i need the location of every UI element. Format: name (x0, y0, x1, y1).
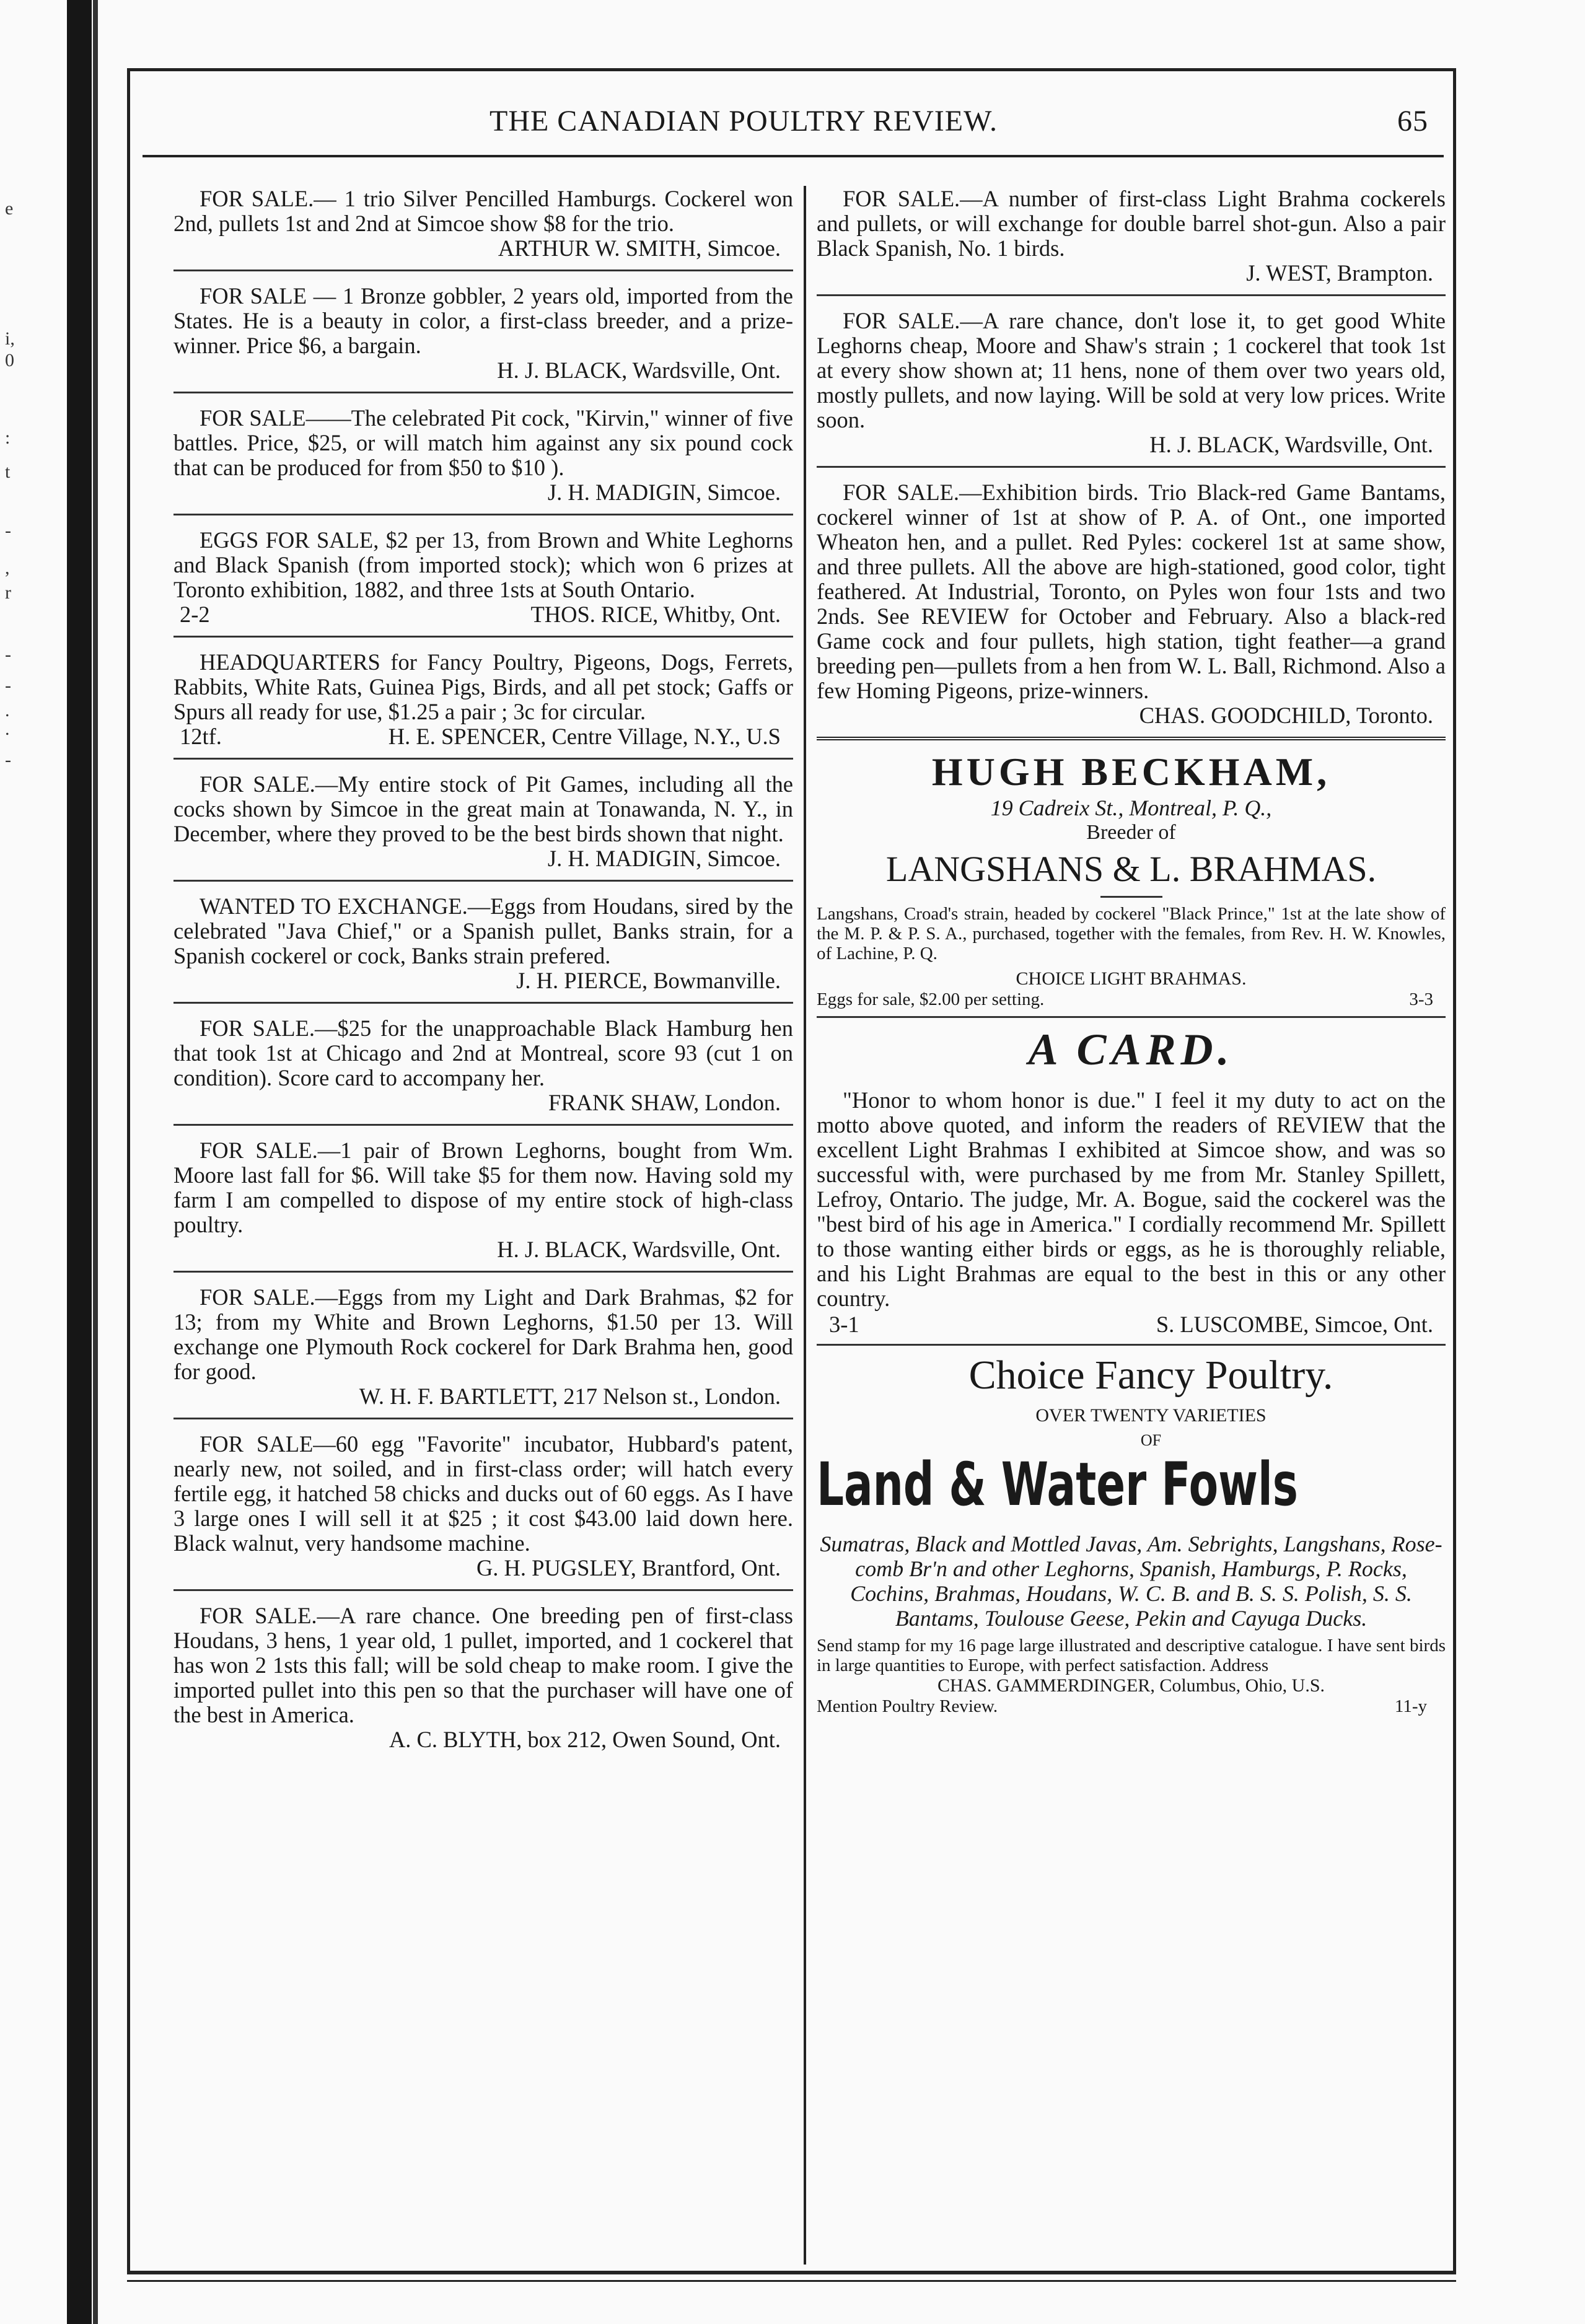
beckham-breeds: LANGSHANS & L. BRAHMAS. (885, 849, 1377, 889)
card-signature-row (817, 1311, 1446, 1338)
beckham-choice: CHOICE LIGHT BRAHMAS. (1016, 968, 1247, 989)
ad-signature: FRANK SHAW, London. (548, 1090, 781, 1115)
ad-text: FOR SALE.—Eggs from my Light and Dark Brahmas, $2 for 13; from my White and Brown Leghorns, $1.50 per 13. Will exchange one Plymouth Rock cockerel for Dark Brahma hen, good for good. (173, 1284, 793, 1384)
ad-text: FOR SALE.—$25 for the unapproachable Black Hamburg hen that took 1st at Chicago and 2nd at Montreal, score 93 (cut 1 on condition). Score card to accompany her. (173, 1015, 793, 1090)
classified-ad (173, 280, 793, 393)
ad-signature: THOS. RICE, Whitby, Ont. (530, 602, 781, 627)
classified-ad (173, 646, 793, 760)
ad-text: FOR SALE.—A number of first-class Light Brahma cockerels and pullets, or will exchange for double barrel shot-gun. Also a pair Black Spanish, No. 1 birds. (817, 186, 1446, 261)
ad-signature: H. J. BLACK, Wardsville, Ont. (1149, 432, 1433, 457)
classified-ad (173, 524, 793, 638)
card-signature: S. LUSCOMBE, Simcoe, Ont. (1156, 1312, 1433, 1337)
fowls-over: OVER TWENTY VARIETIES (1035, 1405, 1267, 1426)
beckham-code: 3-3 (1409, 989, 1433, 1009)
ad-text: HEADQUARTERS for Fancy Poultry, Pigeons, Dogs, Ferrets, Rabbits, White Rats, Guinea Pigs, Birds, and all pet stock; Gaffs or Spurs all ready for use, $1.25 a pair ; 3c for circular. (173, 649, 793, 724)
beckham-ad (817, 749, 1446, 1018)
ad-text: FOR SALE—60 egg "Favorite" incubator, Hubbard's patent, nearly new, not soiled, and in first-class order; will hatch every fertile egg, it hatched 58 chicks and ducks out of 60 eggs. As I have 3 large ones I will sell it at $25 ; it cost $43.00 laid down here. Black walnut, very handsome machine. (173, 1431, 793, 1556)
column-divider (804, 186, 806, 2265)
ad-text: FOR SALE.—1 pair of Brown Leghorns, bought from Wm. Moore last fall for $6. Will take $5 for them now. Having sold my farm I am compelled to dispose of my entire stock of high-class poultry. (173, 1138, 793, 1237)
fowls-big-headline: Land & Water Fowls (817, 1450, 1298, 1519)
ad-signature: H. J. BLACK, Wardsville, Ont. (497, 357, 781, 383)
margin-mark: - (5, 520, 11, 541)
margin-mark: - (5, 644, 11, 665)
margin-mark: 0 (5, 350, 14, 371)
ad-signature: ARTHUR W. SMITH, Simcoe. (498, 235, 781, 261)
fowls-code: 11-y (1394, 1696, 1427, 1716)
ad-signature: J. WEST, Brampton. (1246, 260, 1433, 286)
fowls-of: OF (1140, 1431, 1162, 1449)
ad-signature: A. C. BLYTH, box 212, Owen Sound, Ont. (389, 1727, 781, 1752)
margin-mark: t (5, 462, 11, 482)
classified-ad (173, 402, 793, 515)
margin-mark: . (5, 719, 10, 739)
ad-signature-row (173, 602, 793, 627)
margin-mark: - (5, 750, 11, 770)
page-header (143, 93, 1444, 143)
ad-text: FOR SALE.—My entire stock of Pit Games, including all the cocks shown by Simcoe in the great main at Tonawanda, N. Y., in December, where they proved to be the best birds shown that night. (173, 771, 793, 846)
ad-text: FOR SALE——The celebrated Pit cock, "Kirvin," winner of five battles. Price, $25, or will match him against any six pound cock that can be produced for from $50 to $10 ). (173, 405, 793, 480)
card-text: "Honor to whom honor is due." I feel it my duty to act on the motto above quoted, and inform the readers of REVIEW that the excellent Light Brahmas I exhibited at Simcoe show, and was so successful with, were purchased by me from Mr. Stanley Spillett, Lefroy, Ontario. The judge, Mr. A. Bogue, said the cockerel was the "best bird of his age in America." I cordially recommend Mr. Spillett to those wanting either birds or eggs, as he is thoroughly reliable, and his Light Brahmas are equal to the best in this or any other country. (817, 1087, 1446, 1311)
fowls-header (817, 1352, 1446, 1525)
fowls-signature: CHAS. GAMMERDINGER, Columbus, Ohio, U.S. (937, 1675, 1325, 1696)
binding-edge-inner (93, 0, 98, 2324)
ad-signature: J. H. MADIGIN, Simcoe. (547, 846, 781, 871)
card-title: A CARD. (1028, 1025, 1234, 1074)
page-bottom-rule (127, 2271, 1456, 2274)
ad-signature: J. H. PIERCE, Bowmanville. (516, 968, 781, 993)
classified-ad (817, 183, 1446, 296)
fowls-title: Choice Fancy Poultry. (968, 1353, 1333, 1398)
ad-signature: J. H. MADIGIN, Simcoe. (547, 480, 781, 505)
classified-ad (817, 476, 1446, 740)
ad-text: WANTED TO EXCHANGE.—Eggs from Houdans, sired by the celebrated "Java Chief," or a Spanish pullet, Banks strain, for a Spanish cockerel or cock, Banks strain prefered. (173, 893, 793, 968)
fowls-mention: Mention Poultry Review. (817, 1696, 998, 1716)
card-code: 3-1 (829, 1312, 859, 1337)
page-bottom-rule-thin (127, 2280, 1456, 2282)
beckham-breeder-of: Breeder of (1086, 821, 1176, 844)
beckham-eggs-row (817, 989, 1446, 1010)
ad-signature: G. H. PUGSLEY, Brantford, Ont. (476, 1555, 781, 1581)
small-rule (1100, 896, 1162, 898)
left-margin-marks (0, 0, 62, 2324)
ad-signature: CHAS. GOODCHILD, Toronto. (1139, 703, 1433, 728)
ad-text: EGGS FOR SALE, $2 per 13, from Brown and White Leghorns and Black Spanish (from imported stock); which won 6 prizes at Toronto exhibition, 1882, and three 1sts at South Ontario. (173, 527, 793, 602)
page-number: 65 (1397, 105, 1428, 138)
beckham-eggs: Eggs for sale, $2.00 per setting. (817, 989, 1045, 1009)
binding-edge (67, 0, 92, 2324)
margin-mark: , (5, 558, 10, 578)
classified-ad (173, 1428, 793, 1591)
margin-mark: i, (5, 328, 15, 349)
fowls-heading (817, 1352, 1485, 1519)
margin-mark: . (5, 700, 10, 721)
ad-signature: W. H. F. BARTLETT, 217 Nelson st., London. (359, 1383, 781, 1409)
classified-ad (817, 305, 1446, 468)
classified-ad (173, 183, 793, 271)
ad-signature: H. E. SPENCER, Centre Village, N.Y., U.S (388, 724, 781, 749)
ad-signature-row (173, 724, 793, 749)
classified-ad (173, 1281, 793, 1419)
classified-ad (173, 1012, 793, 1126)
margin-mark: : (5, 428, 11, 448)
fowls-mention-row (817, 1696, 1446, 1717)
ad-text: FOR SALE.—A rare chance. One breeding pen of first-class Houdans, 3 hens, 1 year old, 1 pullet, imported, and 1 cockerel that has won 2 1sts this fall; will be sold cheap to make room. I give the imported pullet into this pen so that the purchaser will have one of the best in America. (173, 1603, 793, 1727)
beckham-name: HUGH BECKHAM, (931, 750, 1331, 794)
ad-text: FOR SALE.—A rare chance, don't lose it, to get good White Leghorns cheap, Moore and Shaw's strain ; 1 cockerel that took 1st at every show shown at; 11 hens, none of them over two years old, mostly pullets, and now laying. Will be sold at very low prices. Write soon. (817, 308, 1446, 432)
ad-text: FOR SALE.—Exhibition birds. Trio Black-red Game Bantams, cockerel winner of 1st at show of P. A. of Ont., one imported Wheaton hen, and a pullet. Red Pyles: cockerel 1st at same show, and three pullets. All the above are high-stationed, good color, tight feathered. At Industrial, Toronto, on Pyles won four 1sts and two 2nds. See REVIEW for October and February. Also a black-red Game cock and four pullets, high station, tight feather—a grand breeding pen—pullets from a hen from W. L. Ball, Richmond. Also a few Homing Pigeons, prize-winners. (817, 480, 1446, 703)
classified-ad (173, 890, 793, 1004)
margin-mark: r (5, 582, 11, 603)
margin-mark: - (5, 675, 11, 696)
fowls-varieties: Sumatras, Black and Mottled Javas, Am. Sebrights, Langshans, Rose-comb Br'n and other Leghorns, Spanish, Hamburgs, P. Rocks, Cochins, Brahmas, Houdans, W. C. B. and B. S. S. Polish, S. S. Bantams, Toulouse Geese, Pekin and Cayuga Ducks. (820, 1532, 1442, 1631)
publication-title: THE CANADIAN POULTRY REVIEW. (490, 105, 998, 138)
fowls-stamp: Send stamp for my 16 page large illustrated and descriptive catalogue. I have sent birds in large quantities to Europe, with perfect satisfaction. Address (817, 1636, 1446, 1675)
ad-text: FOR SALE — 1 Bronze gobbler, 2 years old, imported from the States. He is a beauty in color, a first-class breeder, and a prize-winner. Price $6, a bargain. (173, 283, 793, 358)
fowls-ad (817, 1352, 1446, 1717)
classified-ad (173, 1134, 793, 1273)
beckham-description: Langshans, Croad's strain, headed by cockerel "Black Prince," 1st at the late show of the M. P. & P. S. A., purchased, together with the females, from Rev. H. W. Knowles, of Lachine, P. Q. (817, 904, 1446, 963)
right-column (817, 183, 1446, 1717)
ad-signature: H. J. BLACK, Wardsville, Ont. (497, 1237, 781, 1262)
classified-ad (173, 1600, 793, 1761)
left-column (173, 183, 793, 1769)
ad-code: 2-2 (180, 602, 210, 627)
beckham-address: 19 Cadreix St., Montreal, P. Q., (990, 796, 1272, 820)
ad-code: 12tf. (180, 724, 222, 749)
classified-ad (173, 768, 793, 882)
header-rule (143, 155, 1444, 157)
ad-text: FOR SALE.— 1 trio Silver Pencilled Hamburgs. Cockerel won 2nd, pullets 1st and 2nd at Simcoe show $8 for the trio. (173, 186, 793, 236)
margin-mark: e (5, 198, 14, 219)
card-ad (817, 1024, 1446, 1346)
